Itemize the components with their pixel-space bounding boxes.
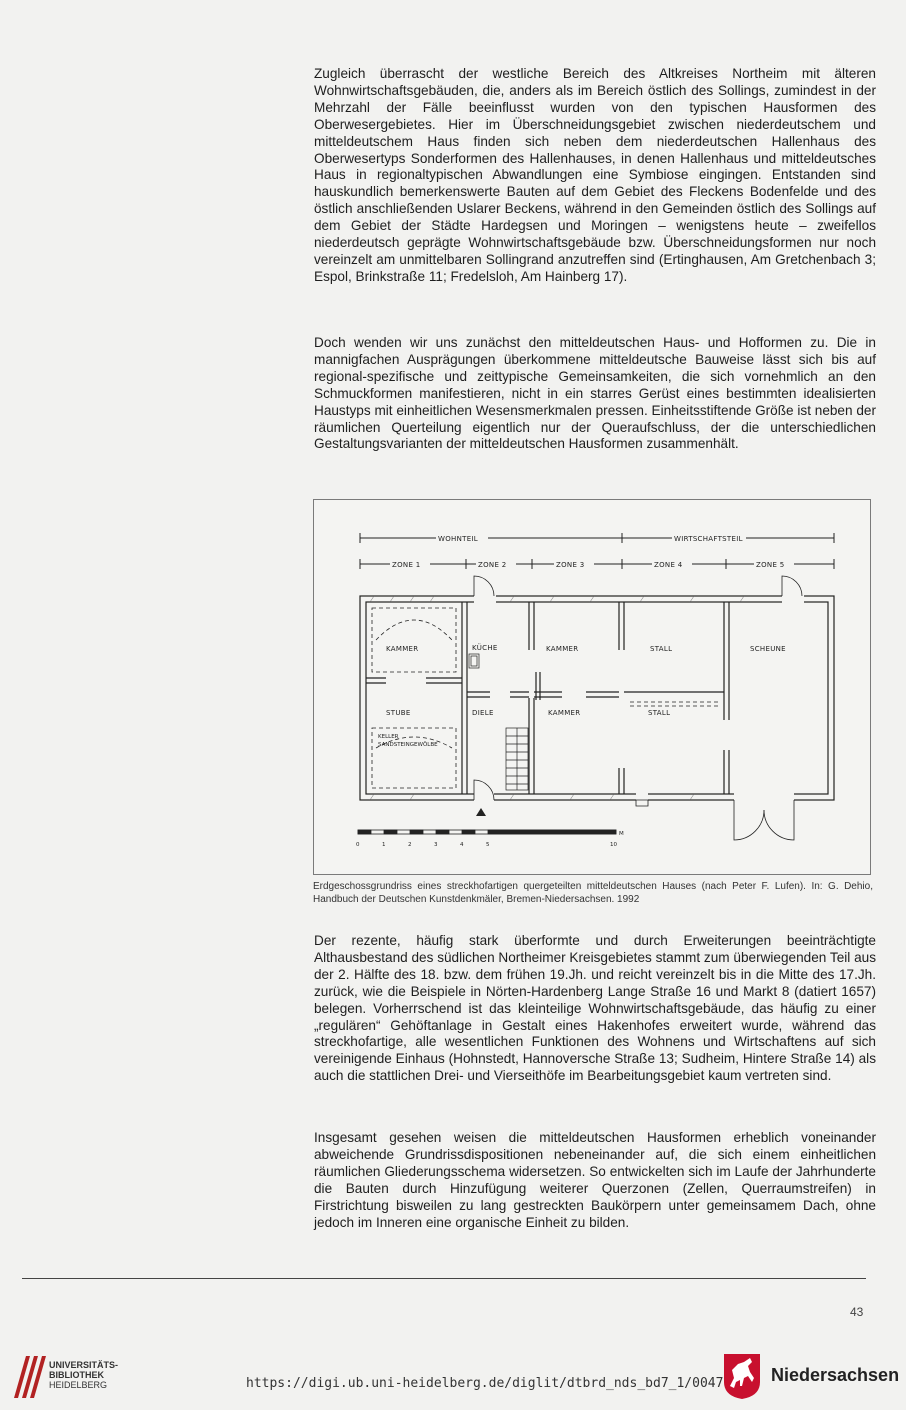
room-keller: KELLER xyxy=(378,734,399,740)
floor-plan-drawing xyxy=(314,500,870,874)
paragraph-2-text: Doch wenden wir uns zunächst den mitteldeutschen Haus- und Hofformen zu. Die in mannigfachen Ausprägungen überkommene mitteldeutsche Bauweise lässt sich bis auf regional-spezifische und zeittypische Gemeinsamkeiten, die sich vornehmlich an den Schmuckformen manifestieren, nicht in ein starres Gerüst eines bestimmten idealisierten Haustyps mit einheitlichen Wesensmerkmalen pressen. Einheitsstiftende Größe ist neben der räumlichen Querteilung eigentlich nur der Queraufschluss, der die unterschiedlichen Gestaltungsvarianten der mitteldeutschen Hausformen zusammenhält. xyxy=(314,335,876,452)
floor-plan-figure xyxy=(313,499,871,875)
room-sandsteingewoelbe: SANDSTEINGEWÖLBE xyxy=(378,742,438,748)
uni-line-1: UNIVERSITÄTS- xyxy=(49,1360,119,1370)
paragraph-1 xyxy=(314,66,876,286)
scale-4: 4 xyxy=(460,842,464,848)
label-wohnteil: WOHNTEIL xyxy=(438,535,478,543)
label-zone-1: ZONE 1 xyxy=(392,561,421,569)
niedersachsen-horse-logo-icon xyxy=(722,1352,762,1400)
entrance-arrow-icon xyxy=(476,808,486,816)
scale-3: 3 xyxy=(434,842,438,848)
paragraph-3-text: Der rezente, häufig stark überformte und durch Erweiterungen beeinträchtigte Althausbestand des südlichen Northeimer Kreisgebietes stammt zum überwiegenden Teil aus der 2. Hälfte des 18. bzw. dem frühen 19.Jh. und reicht vereinzelt bis in die Mitte des 17.Jh. zurück, wie die Beispiele in Nörten-Hardenberg Lange Straße 16 und Markt 8 (datiert 1657) belegen. Vorherrschend ist das kleinteilige Wohnwirtschaftsgebäude, das häufig zu einer „regulären“ Gehöftanlage in Gestalt eines Hakenhofes erweitert wurde, während das streckhofartige, alle wesentlichen Funktionen des Wohnens und Wirtschaftens auf sich vereinigende Einhaus (Hohnstedt, Hannoversche Straße 13; Sudheim, Hintere Straße 14) als auch die stattlichen Drei- und Vierseithöfe im Bearbeitungsgebiet kaum vertreten sind. xyxy=(314,933,876,1084)
scale-unit: M xyxy=(619,831,624,837)
scale-2: 2 xyxy=(408,842,412,848)
figure-caption: Erdgeschossgrundriss eines streckhofartigen quergeteilten mitteldeutschen Hauses (nach Peter F. Lufen). In: G. Dehio, Handbuch der Deutschen Kunstdenkmäler, Bremen-Niedersachsen. 1992 xyxy=(313,881,873,905)
paragraph-2 xyxy=(314,335,876,453)
label-zone-4: ZONE 4 xyxy=(654,561,683,569)
uni-line-2: BIBLIOTHEK xyxy=(49,1370,104,1380)
label-zone-2: ZONE 2 xyxy=(478,561,507,569)
room-stall-1: STALL xyxy=(650,645,673,653)
niedersachsen-wordmark: Niedersachsen xyxy=(771,1365,900,1385)
page-number: 43 xyxy=(850,1305,864,1319)
scale-5: 5 xyxy=(486,842,490,848)
paragraph-4-text: Insgesamt gesehen weisen die mitteldeutschen Hausformen erheblich voneinander abweichende Grundrissdispositionen nebeneinander auf, die sich einem einheitlichen räumlichen Gliederungsschema widersetzen. So entwickelten sich im Laufe der Jahrhunderte die Bauten durch Hinzufügung weiterer Querzonen (Zellen, Querraumstreifen) in Firstrichtung bisweilen zu lang gestreckten Baukörpern unter gemeinsamem Dach, ohne jedoch im Inneren eine organische Einheit zu bilden. xyxy=(314,1130,876,1230)
source-url[interactable]: https://digi.ub.uni-heidelberg.de/diglit/dtbrd_nds_bd7_1/0047 xyxy=(246,1376,724,1391)
room-kammer-2: KAMMER xyxy=(546,645,579,653)
university-library-name xyxy=(49,1360,118,1390)
uni-line-3: HEIDELBERG xyxy=(49,1380,108,1390)
room-diele: DIELE xyxy=(472,709,494,717)
room-kammer-1: KAMMER xyxy=(386,645,419,653)
room-kammer-3: KAMMER xyxy=(548,709,581,717)
paragraph-3 xyxy=(314,933,876,1085)
room-kueche: KÜCHE xyxy=(472,644,498,652)
label-zone-3: ZONE 3 xyxy=(556,561,585,569)
scale-bar xyxy=(358,830,616,834)
label-zone-5: ZONE 5 xyxy=(756,561,785,569)
footer-rule xyxy=(22,1278,866,1279)
scale-0: 0 xyxy=(356,842,360,848)
room-scheune: SCHEUNE xyxy=(750,645,786,653)
room-stall-2: STALL xyxy=(648,709,671,717)
scale-1: 1 xyxy=(382,842,386,848)
scale-10: 10 xyxy=(610,842,617,848)
paragraph-4 xyxy=(314,1130,876,1231)
paragraph-1-text: Zugleich überrascht der westliche Bereich des Altkreises Northeim mit älteren Wohnwirtschaftsgebäuden, die, anders als im Bereich östlich des Sollings, zumindest in der Mehrzahl der Fälle beeinflusst wurden von den typischen Hausformen des Oberwesergebietes. Hier im Überschneidungsgebiet zwischen niederdeutschem und mitteldeutschem Haus finden sich neben dem niederdeutschen Hallenhaus des Oberwesertyps Sonderformen des Hallenhauses, in denen Hallenhaus und mitteldeutsches Haus in regionaltypischen Abwandlungen eine Symbiose eingingen. Entstanden sind hauskundlich bemerkenswerte Bauten auf dem Gebiet des Fleckens Bodenfelde und des östlich anschließenden Uslarer Beckens, während in den Gemeinden östlich des Sollings auf dem Gebiet der Städte Hardegsen und Moringen – wenigstens heute – zweifellos niederdeutsch geprägte Wohnwirtschaftsgebäude bzw. Überschneidungsformen nur noch vereinzelt am unmittelbaren Sollingrand anzutreffen sind (Ertinghausen, Am Gretchenbach 3; Espol, Brinkstraße 11; Fredelsloh, Am Hainberg 17). xyxy=(314,66,876,284)
label-wirtschaftsteil: WIRTSCHAFTSTEIL xyxy=(674,535,743,543)
room-stube: STUBE xyxy=(386,709,411,717)
